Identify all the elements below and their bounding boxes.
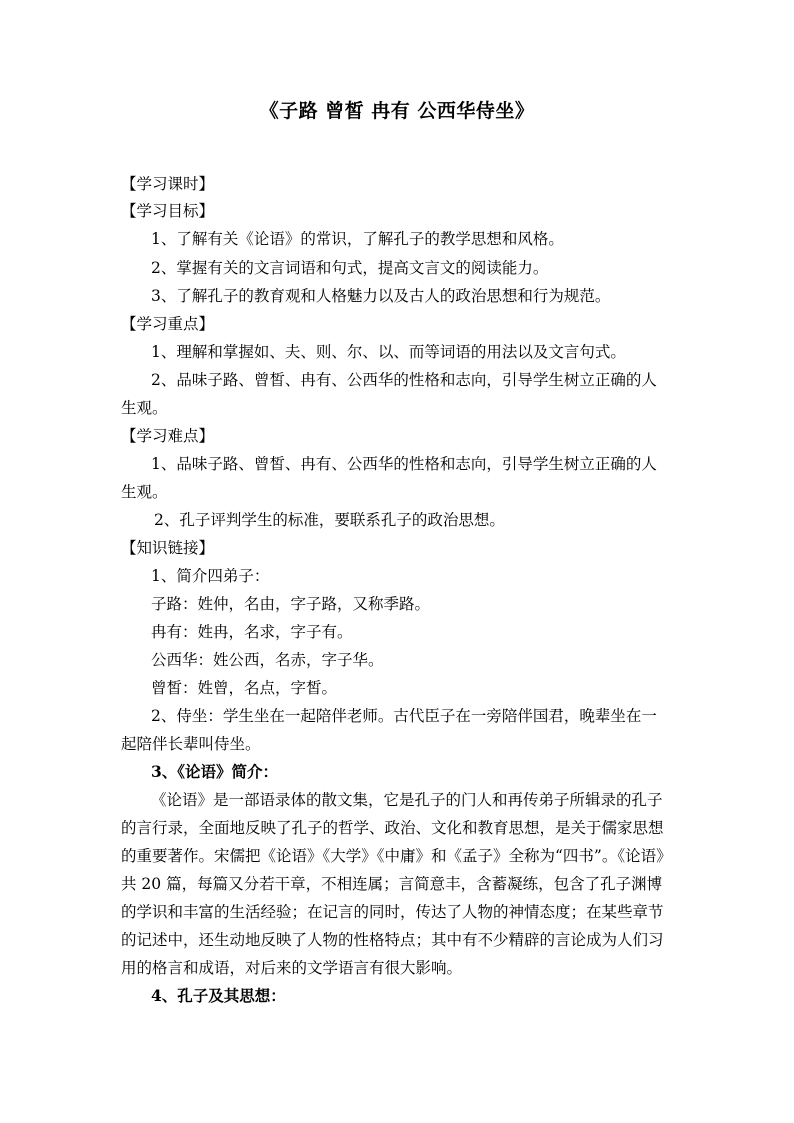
confucius-heading: 4、孔子及其思想： (151, 986, 286, 1005)
shizuo-line-1: 2、侍坐：学生坐在一起陪伴老师。古代臣子在一旁陪伴国君，晚辈坐在一 (151, 707, 657, 725)
goal-item-1: 1、了解有关《论语》的常识，了解孔子的教学思想和风格。 (151, 230, 564, 248)
document-title: 《子路 曾皙 冉有 公西华侍坐》 (259, 100, 535, 122)
lunyu-text-line: 共 20 篇，每篇又分若干章，不相连属；言简意丰，含蓄凝练，包含了孔子渊博 (121, 875, 663, 893)
disciple-ranyou: 冉有：姓冉，名求，字子有。 (151, 623, 353, 641)
goal-item-3: 3、了解孔子的教育观和人格魅力以及古人的政治思想和行为规范。 (151, 287, 611, 305)
disciple-zengxi: 曾皙：姓曾，名点，字皙。 (151, 679, 338, 697)
lunyu-text-line: 的记述中，还生动地反映了人物的性格特点；其中有不少精辟的言论成为人们习 (121, 931, 664, 949)
heading-goals: 【学习目标】 (121, 202, 215, 220)
lunyu-text-line: 《论语》是一部语录体的散文集，它是孔子的门人和再传弟子所辑录的孔子 (151, 791, 663, 809)
difficulty-item-2: 2、孔子评判学生的标准，要联系孔子的政治思想。 (154, 511, 505, 529)
key-point-item-1: 1、理解和掌握如、夫、则、尔、以、而等词语的用法以及文言句式。 (151, 343, 626, 361)
disciples-intro: 1、简介四弟子： (151, 567, 270, 585)
lunyu-text-line: 用的格言和成语，对后来的文学语言有很大影响。 (121, 959, 463, 977)
lunyu-text-line: 的学识和丰富的生活经验；在记言的同时，传达了人物的神情态度；在某些章节 (121, 903, 664, 921)
lunyu-heading: 3、《论语》简介： (151, 762, 279, 781)
lunyu-text-line: 的重要著作。宋儒把《论语》《大学》《中庸》和《孟子》全称为“四书”。《论语》 (121, 847, 672, 865)
heading-key-points: 【学习重点】 (121, 315, 215, 333)
disciple-zilu: 子路：姓仲，名由，字子路，又称季路。 (151, 595, 431, 613)
key-point-item-2: 2、品味子路、曾皙、冉有、公西华的性格和志向，引导学生树立正确的人 (151, 371, 657, 389)
goal-item-2: 2、掌握有关的文言词语和句式，提高文言文的阅读能力。 (151, 259, 549, 277)
key-point-item-2-cont: 生观。 (121, 399, 168, 417)
heading-lesson-time: 【学习课时】 (121, 175, 215, 193)
difficulty-item-1: 1、品味子路、曾皙、冉有、公西华的性格和志向，引导学生树立正确的人 (151, 455, 657, 473)
difficulty-item-1-cont: 生观。 (121, 483, 168, 501)
disciple-gongxihua: 公西华：姓公西，名赤，字子华。 (151, 651, 384, 669)
lunyu-text-line: 的言行录，全面地反映了孔子的哲学、政治、文化和教育思想，是关于儒家思想 (121, 819, 664, 837)
heading-difficulties: 【学习难点】 (121, 427, 215, 445)
shizuo-line-2: 起陪伴长辈叫侍坐。 (121, 735, 261, 753)
heading-knowledge: 【知识链接】 (121, 539, 215, 557)
